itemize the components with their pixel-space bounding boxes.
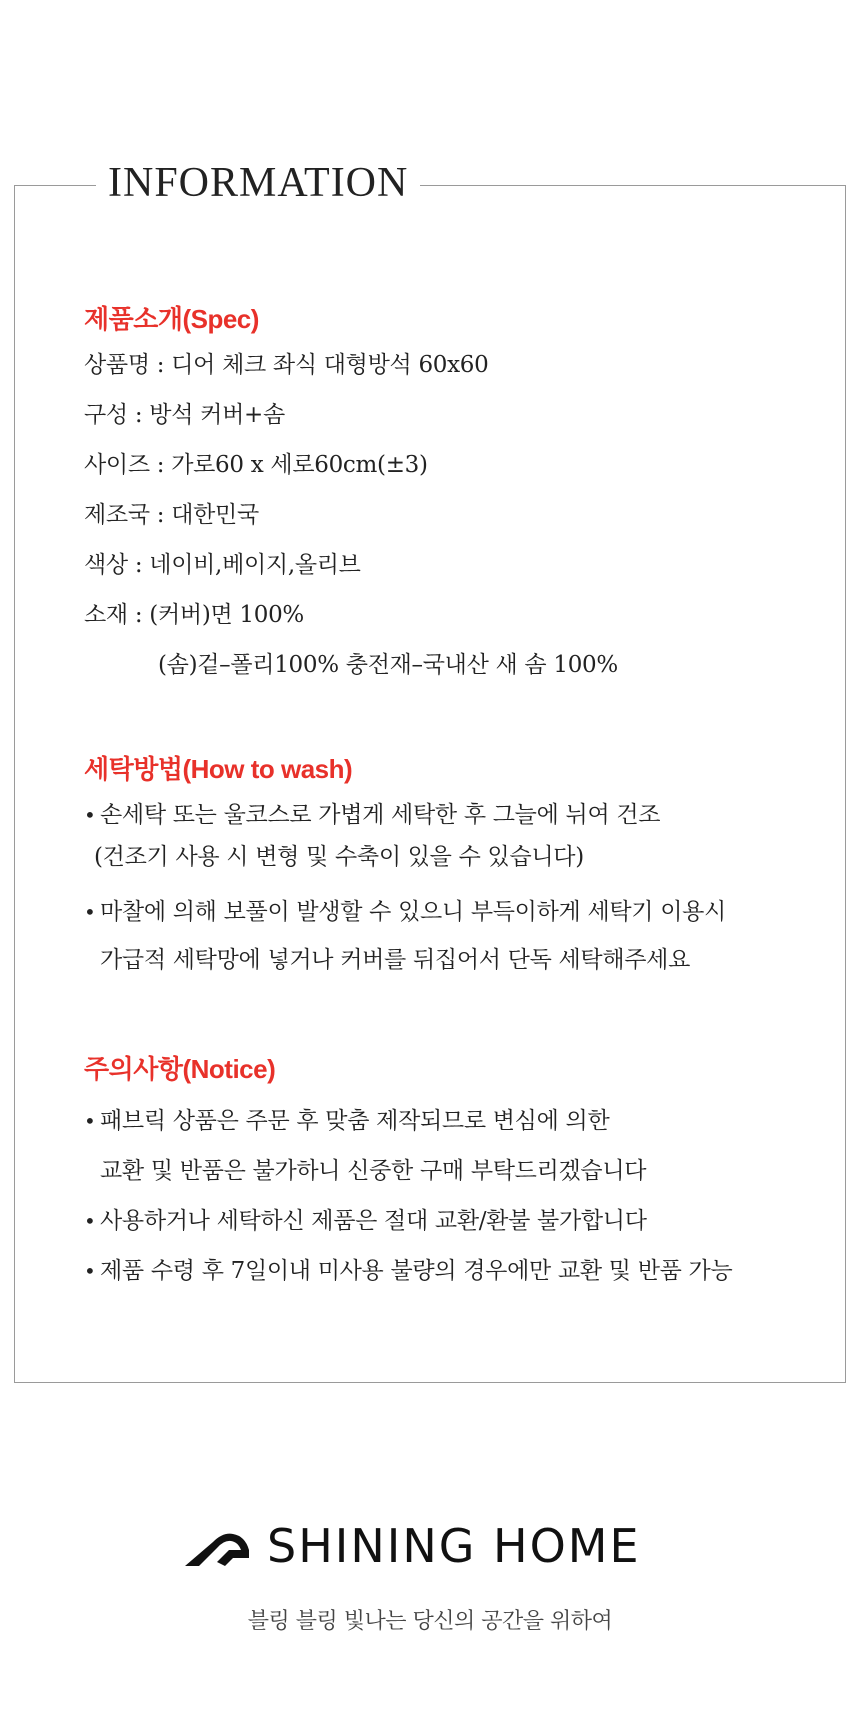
spec-heading: 제품소개(Spec) <box>84 304 259 334</box>
spec-composition: 구성 : 방석 커버+솜 <box>84 402 285 428</box>
notice-section <box>84 1052 824 1296</box>
spec-material: 소재 : (커버)면 100% <box>84 602 304 628</box>
notice-item <box>84 1196 824 1246</box>
spec-size: 사이즈 : 가로60 x 세로60cm(±3) <box>84 452 428 478</box>
spec-material-filling: (솜)겉–폴리100% 충전재–국내산 새 솜 100% <box>158 652 618 678</box>
spec-colors: 색상 : 네이비,베이지,올리브 <box>84 552 361 578</box>
bullet-icon: • <box>84 803 96 827</box>
wash-item <box>84 794 824 878</box>
roof-icon <box>183 1526 255 1568</box>
wash-heading: 세탁방법(How to wash) <box>84 754 353 784</box>
wash-item-line1: 마찰에 의해 보풀이 발생할 수 있으니 부득이하게 세탁기 이용시 <box>100 899 726 925</box>
wash-item-line2: (건조기 사용 시 변형 및 수축이 있을 수 있습니다) <box>94 844 584 870</box>
bullet-icon: • <box>84 1209 96 1233</box>
wash-item-line2: 가급적 세탁망에 넣거나 커버를 뒤집어서 단독 세탁해주세요 <box>100 947 691 973</box>
notice-item <box>84 1096 824 1196</box>
notice-item-line2: 교환 및 반품은 불가하니 신중한 구매 부탁드리겠습니다 <box>100 1158 647 1184</box>
wash-item <box>84 888 824 984</box>
brand-tagline: 블링 블링 빛나는 당신의 공간을 위하여 <box>247 1609 613 1634</box>
wash-item-line1: 손세탁 또는 울코스로 가볍게 세탁한 후 그늘에 뉘여 건조 <box>100 802 661 828</box>
notice-heading: 주의사항(Notice) <box>84 1054 276 1084</box>
notice-item-line1: 제품 수령 후 7일이내 미사용 불량의 경우에만 교환 및 반품 가능 <box>100 1258 733 1284</box>
bullet-icon: • <box>84 1109 96 1133</box>
wash-list <box>84 794 824 984</box>
notice-list <box>84 1096 824 1296</box>
notice-item-line1: 패브릭 상품은 주문 후 맞춤 제작되므로 변심에 의한 <box>100 1108 610 1134</box>
bullet-icon: • <box>84 1259 96 1283</box>
notice-item <box>84 1246 824 1296</box>
notice-item-line1: 사용하거나 세탁하신 제품은 절대 교환/환불 불가합니다 <box>100 1208 647 1234</box>
brand-name: SHINING HOME <box>267 1519 641 1573</box>
spec-product-name: 상품명 : 디어 체크 좌식 대형방석 60x60 <box>84 352 489 378</box>
spec-origin: 제조국 : 대한민국 <box>84 502 259 528</box>
wash-section <box>84 752 824 984</box>
spec-section <box>84 302 824 690</box>
bullet-icon: • <box>84 900 96 924</box>
information-title: INFORMATION <box>96 158 420 208</box>
brand-logo <box>183 1519 663 1574</box>
